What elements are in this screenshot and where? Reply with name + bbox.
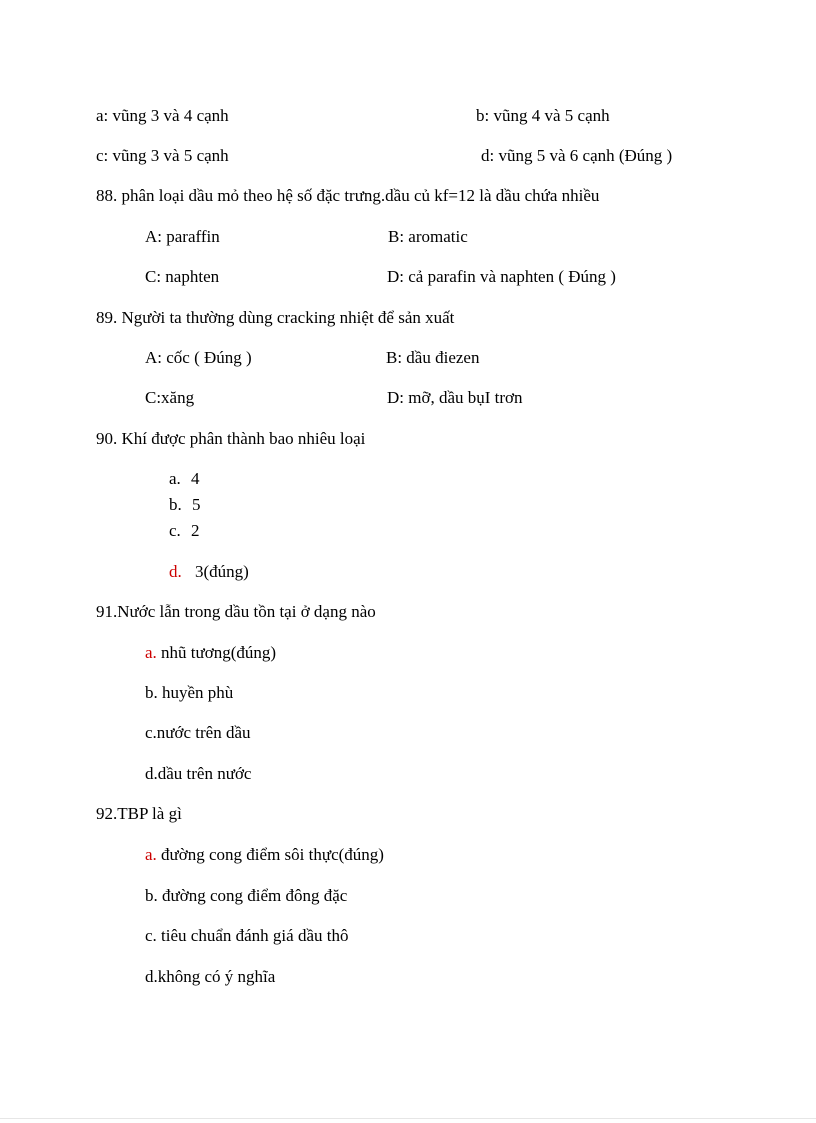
- q91-option-b: b. huyền phù: [145, 683, 234, 702]
- q92-option-c: c. tiêu chuẩn đánh giá dầu thô: [145, 926, 349, 945]
- q92-option-a: [145, 845, 384, 865]
- q92-option-a-marker: a.: [145, 845, 157, 864]
- q91-option-d: d.dầu trên nước: [145, 764, 252, 783]
- q88-question: 88. phân loại dầu mỏ theo hệ số đặc trưng.dầu củ kf=12 là dầu chứa nhiều: [96, 186, 600, 205]
- q90-option-d: [169, 562, 249, 582]
- q90-option-b-text: 5: [192, 495, 201, 514]
- q90-question: 90. Khí được phân thành bao nhiêu loại: [96, 429, 366, 448]
- q92-option-d: d.không có ý nghĩa: [145, 967, 276, 986]
- q90-option-a-marker: a.: [169, 469, 181, 488]
- q89-option-a: A: cốc ( Đúng ): [145, 348, 252, 367]
- q90-option-a-text: 4: [191, 469, 200, 488]
- q90-option-b: [169, 495, 201, 515]
- q89-option-b: B: dầu điezen: [386, 348, 480, 367]
- q88-option-d: D: cả parafin và naphten ( Đúng ): [387, 267, 616, 286]
- q90-option-d-text: 3(đúng): [195, 562, 249, 581]
- q90-option-c: [169, 521, 200, 541]
- q90-option-a: [169, 469, 200, 489]
- q90-option-c-marker: c.: [169, 521, 181, 540]
- q89-option-c: C:xăng: [145, 388, 195, 407]
- q91-option-c: c.nước trên dầu: [145, 723, 251, 742]
- q91-question: 91.Nước lẫn trong dầu tồn tại ở dạng nào: [96, 602, 376, 621]
- q91-option-a-text: nhũ tương(đúng): [156, 643, 277, 662]
- q89-option-d: D: mỡ, dầu bụI trơn: [387, 388, 523, 407]
- q87-option-a: a: vũng 3 và 4 cạnh: [96, 106, 229, 125]
- q88-option-a: A: paraffin: [145, 227, 220, 246]
- q91-option-a-marker: a.: [145, 643, 157, 662]
- q87-option-b: b: vũng 4 và 5 cạnh: [476, 106, 610, 125]
- q92-option-b: b. đường cong điểm đông đặc: [145, 886, 348, 905]
- q87-option-c: c: vũng 3 và 5 cạnh: [96, 146, 229, 165]
- q91-option-a: [145, 643, 276, 663]
- q89-question: 89. Người ta thường dùng cracking nhiệt để sản xuất: [96, 308, 455, 327]
- page-bottom-divider: [0, 1118, 816, 1119]
- q88-option-c: C: naphten: [145, 267, 220, 286]
- q92-option-a-text: đường cong điểm sôi thực(đúng): [156, 845, 384, 864]
- q90-option-d-marker: d.: [169, 562, 182, 581]
- q92-question: 92.TBP là gì: [96, 804, 182, 823]
- q90-option-c-text: 2: [191, 521, 200, 540]
- q87-option-d: d: vũng 5 và 6 cạnh (Đúng ): [481, 146, 673, 165]
- q88-option-b: B: aromatic: [388, 227, 468, 246]
- q90-option-b-marker: b.: [169, 495, 182, 514]
